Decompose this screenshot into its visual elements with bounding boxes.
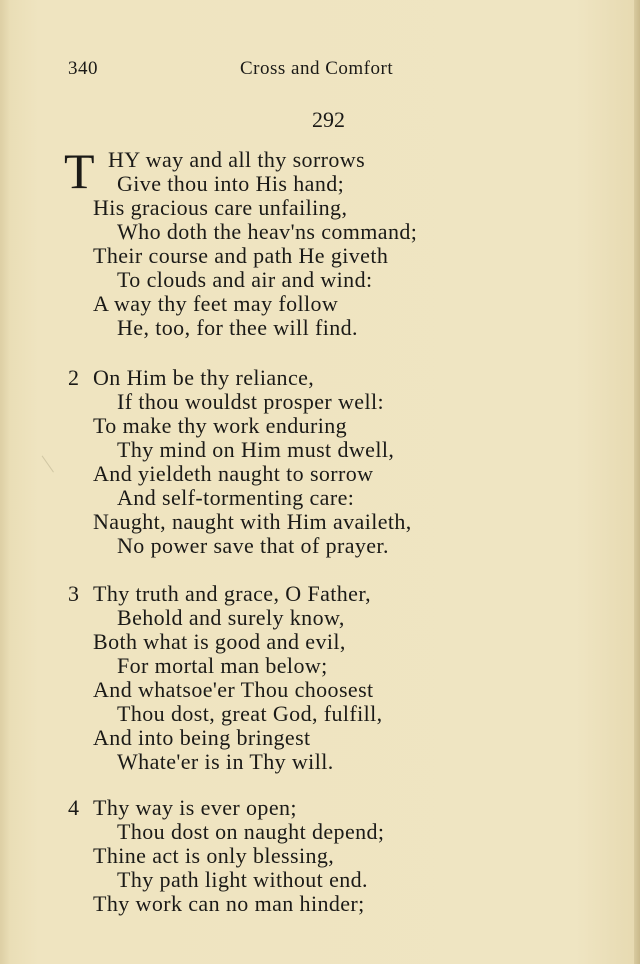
verse-line: On Him be thy reliance, [93,365,315,390]
verse-line: And self-tormenting care: [117,485,355,510]
running-head [0,58,640,84]
verse-line: Give thou into His hand; [117,171,345,196]
stanza-number: 4 [68,795,79,820]
verse-line: Thy truth and grace, O Father, [93,581,372,606]
verse-line: HY way and all thy sorrows [108,147,366,172]
verse-line: His gracious care unfailing, [93,195,348,220]
stanza-number: 2 [68,365,79,390]
verse-line: Thy path light without end. [117,867,368,892]
verse-line: Their course and path He giveth [93,243,389,268]
paper-mark [42,448,66,473]
verse-line: To clouds and air and wind: [117,267,373,292]
verse-line: Thine act is only blessing, [93,843,335,868]
verse-line: Thou dost, great God, fulfill, [117,701,383,726]
hymn-number: 292 [312,107,345,132]
verse-line: If thou wouldst prosper well: [117,389,385,414]
page-gutter-shadow [0,0,10,964]
verse-line: Thy mind on Him must dwell, [117,437,395,462]
verse-line: Thy way is ever open; [93,795,297,820]
page-number: 340 [68,58,98,79]
verse-line: A way thy feet may follow [93,291,339,316]
verse-line: To make thy work enduring [93,413,348,438]
verse-line: No power save that of prayer. [117,533,389,558]
stanza-number: 3 [68,581,79,606]
verse-line: And yieldeth naught to sorrow [93,461,374,486]
verse-line: He, too, for thee will find. [117,315,358,340]
verse-line: Naught, naught with Him availeth, [93,509,412,534]
drop-cap: T [64,143,95,199]
verse-line: Thou dost on naught depend; [117,819,385,844]
verse-line: Thy work can no man hinder; [93,891,365,916]
section-title: Cross and Comfort [240,58,394,79]
verse-line: Who doth the heav'ns command; [117,219,418,244]
verse-line: And whatsoe'er Thou choosest [93,677,374,702]
verse-line: Whate'er is in Thy will. [117,749,334,774]
page-edge [634,0,640,964]
verse-line: And into being bringest [93,725,311,750]
verse-line: For mortal man below; [117,653,328,678]
verse-line: Both what is good and evil, [93,629,346,654]
verse-line: Behold and surely know, [117,605,345,630]
